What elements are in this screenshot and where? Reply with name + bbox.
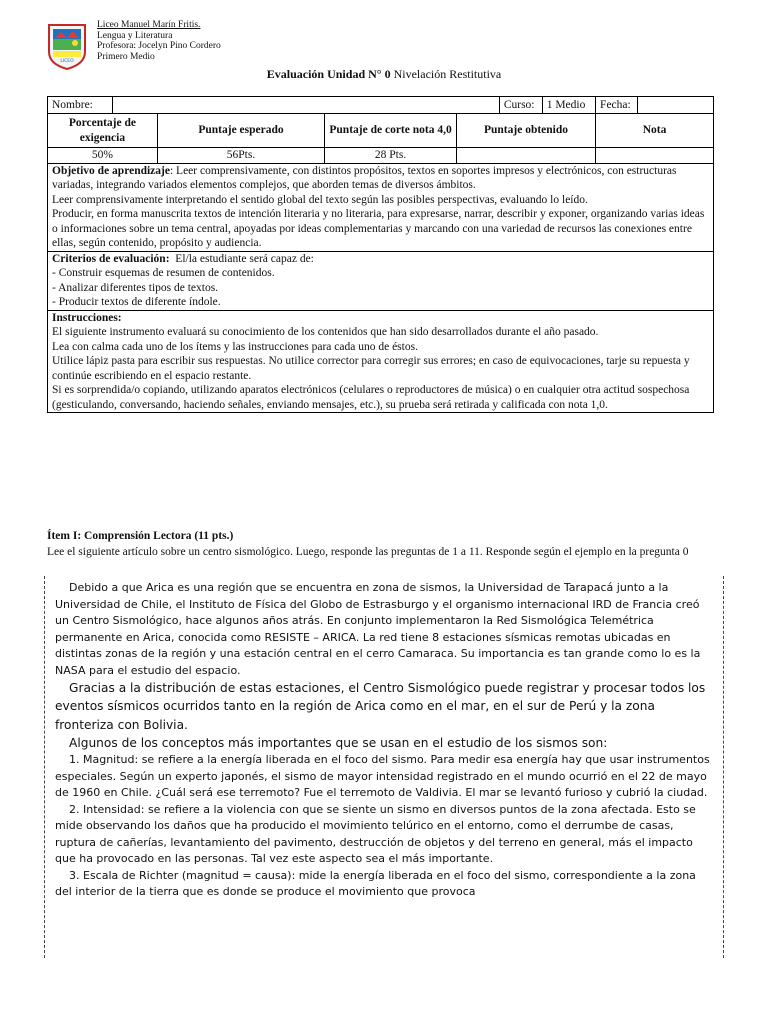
reading-paragraph-6: 3. Escala de Richter (magnitud = causa): mide la energía liberada en el foco del sismo, correspondiente a la zona del interior de la tierra que es donde se produce el movimiento que provoca [55, 868, 696, 899]
criteria-item: - Analizar diferentes tipos de textos. [52, 281, 219, 294]
criteria-row [48, 251, 714, 310]
course-label: Curso: [499, 97, 542, 114]
name-row [48, 97, 714, 114]
objective-row [48, 163, 714, 251]
name-label: Nombre: [48, 97, 113, 114]
date-field[interactable] [637, 97, 713, 114]
instruction-line: El siguiente instrumento evaluará su conocimiento de los contenidos que han sido desarrollados durante el año pasado. [52, 326, 599, 338]
exam-title-normal: Nivelación Restitutiva [390, 67, 502, 81]
reading-passage [44, 576, 724, 958]
criteria-cell [48, 251, 714, 310]
instruction-line: Utilice lápiz pasta para escribir sus respuestas. No utilice corrector para corregir sus errores; en caso de equivocaciones, tarje su repuesta y continúe escribiendo en el espacio restante. [52, 355, 690, 382]
item1-title: Ítem I: Comprensión Lectora (11 pts.) [47, 530, 234, 542]
exam-title [0, 67, 768, 82]
school-name: Liceo Manuel Marín Fritis. [97, 20, 201, 30]
objective-text-3: Producir, en forma manuscrita textos de intención literaria y no literaria, para expresarse, narrar, describir y exponer, organizando varias ideas o informaciones sobre un tema central, apoyadas por ideas complementarias y marcando con una variedad de recursos las conexiones entre ellas, según contenido, propósito y audiencia. [52, 208, 705, 249]
criteria-intro: El/la estudiante será capaz de: [169, 252, 314, 265]
criteria-item: - Construir esquemas de resumen de contenidos. [52, 267, 275, 279]
header-corte: Puntaje de corte nota 4,0 [325, 114, 457, 148]
item1-intro: Lee el siguiente artículo sobre un centro sismológico. Luego, responde las preguntas de 1 a 11. Responde según el ejemplo en la pregunta 0 [47, 546, 689, 558]
course-value[interactable]: 1 Medio [542, 97, 595, 114]
objective-text-2: Leer comprensivamente interpretando el sentido global del texto según las posibles perspectivas, evaluando lo leído. [52, 193, 588, 206]
reading-paragraph-5: 2. Intensidad: se refiere a la violencia con que se siente un sismo en diversos puntos de la zona afectada. Esto se mide observando los daños que ha producido el movimiento telúrico en el entorno, como el derrumbe de casas, ruptura de cañerías, levantamiento del pavimento, destrucción de objetos y del terreno en general, más el impacto que ha provocado en las personas. Tal vez este aspecto sea el más importante. [55, 802, 696, 866]
objective-label: Objetivo de aprendizaje [52, 164, 170, 177]
reading-paragraph-1: Debido a que Arica es una región que se encuentra en zona de sismos, la Universidad de Tarapacá junto a la Universidad de Chile, el Instituto de Física del Globo de Estrasburgo y el organismo internacional IRD de Francia creó un Centro Sismológico, hace algunos años atrás. En conjunto implementaron la Red Sismológica Telemétrica permanente en Arica, conocida como RESISTE – ARICA. La red tiene 8 estaciones sísmicas remotas ubicadas en distintas zonas de la región y una estación central en el cerro Camaraca. Su importancia es tan grande como lo es la NASA para el estudio del espacio. [55, 581, 701, 677]
instructions-label: Instrucciones: [52, 311, 122, 324]
score-header-row [48, 114, 714, 148]
criteria-label: Criterios de evaluación: [52, 252, 170, 265]
value-esperado: 56Pts. [157, 148, 324, 164]
value-corte: 28 Pts. [325, 148, 457, 164]
grade: Primero Medio [97, 51, 155, 62]
instruction-line: Lea con calma cada uno de los ítems y las instrucciones para cada uno de éstos. [52, 340, 418, 353]
value-nota[interactable] [596, 148, 714, 164]
name-field[interactable] [112, 97, 499, 114]
header-obtenido: Puntaje obtenido [456, 114, 595, 148]
reading-paragraph-2: Gracias a la distribución de estas estaciones, el Centro Sismológico puede registrar y procesar todos los eventos sísmicos ocurridos tanto en la región de Arica como en el mar, en el sur de Perú y la zona fronteriza con Bolivia. [55, 681, 706, 732]
header-nota: Nota [596, 114, 714, 148]
value-exigencia: 50% [48, 148, 158, 164]
subject: Lengua y Literatura [97, 30, 173, 41]
exam-title-bold: Evaluación Unidad N° 0 [266, 67, 391, 81]
school-logo [46, 22, 88, 70]
svg-text:LICEO: LICEO [60, 59, 74, 64]
date-label: Fecha: [596, 97, 637, 114]
reading-paragraph-3: Algunos de los conceptos más importantes que se usan en el estudio de los sismos son: [69, 735, 608, 750]
score-values-row [48, 148, 714, 164]
evaluation-table [47, 96, 714, 413]
reading-paragraph-4: 1. Magnitud: se refiere a la energía liberada en el foco del sismo. Para medir esa energía hay que usar instrumentos especiales. Según un experto japonés, el sismo de mayor intensidad registrado en el mundo ocurrió en el 22 de mayo de 1960 en Chile. ¿Cuál será ese terremoto? Fue el terremoto de Valdivia. El mar se levantó furioso y cubrió la ciudad. [55, 753, 710, 800]
value-obtenido[interactable] [456, 148, 595, 164]
header-esperado: Puntaje esperado [157, 114, 324, 148]
instruction-line: Si es sorprendida/o copiando, utilizando aparatos electrónicos (celulares o reproductores de música) o en cualquier otra actitud sospechosa (gesticulando, conversando, haciendo señales, enviando mensajes, etc.), su prueba será retirada y calificada con nota 1,0. [52, 384, 690, 411]
header-exigencia: Porcentaje de exigencia [48, 114, 158, 148]
objective-cell [48, 163, 714, 251]
teacher: Profesora: Jocelyn Pino Cordero [97, 41, 221, 51]
criteria-item: - Producir textos de diferente índole. [52, 296, 221, 308]
school-info [97, 20, 221, 62]
instructions-row [48, 310, 714, 413]
objective-text-1: : Leer comprensivamente, con distintos propósitos, textos en soportes impresos y electrónicos, con estructuras variadas, integrando variados elementos complejos, que aborden temas de diversos ámbitos. [52, 164, 677, 191]
instructions-cell [48, 310, 714, 413]
